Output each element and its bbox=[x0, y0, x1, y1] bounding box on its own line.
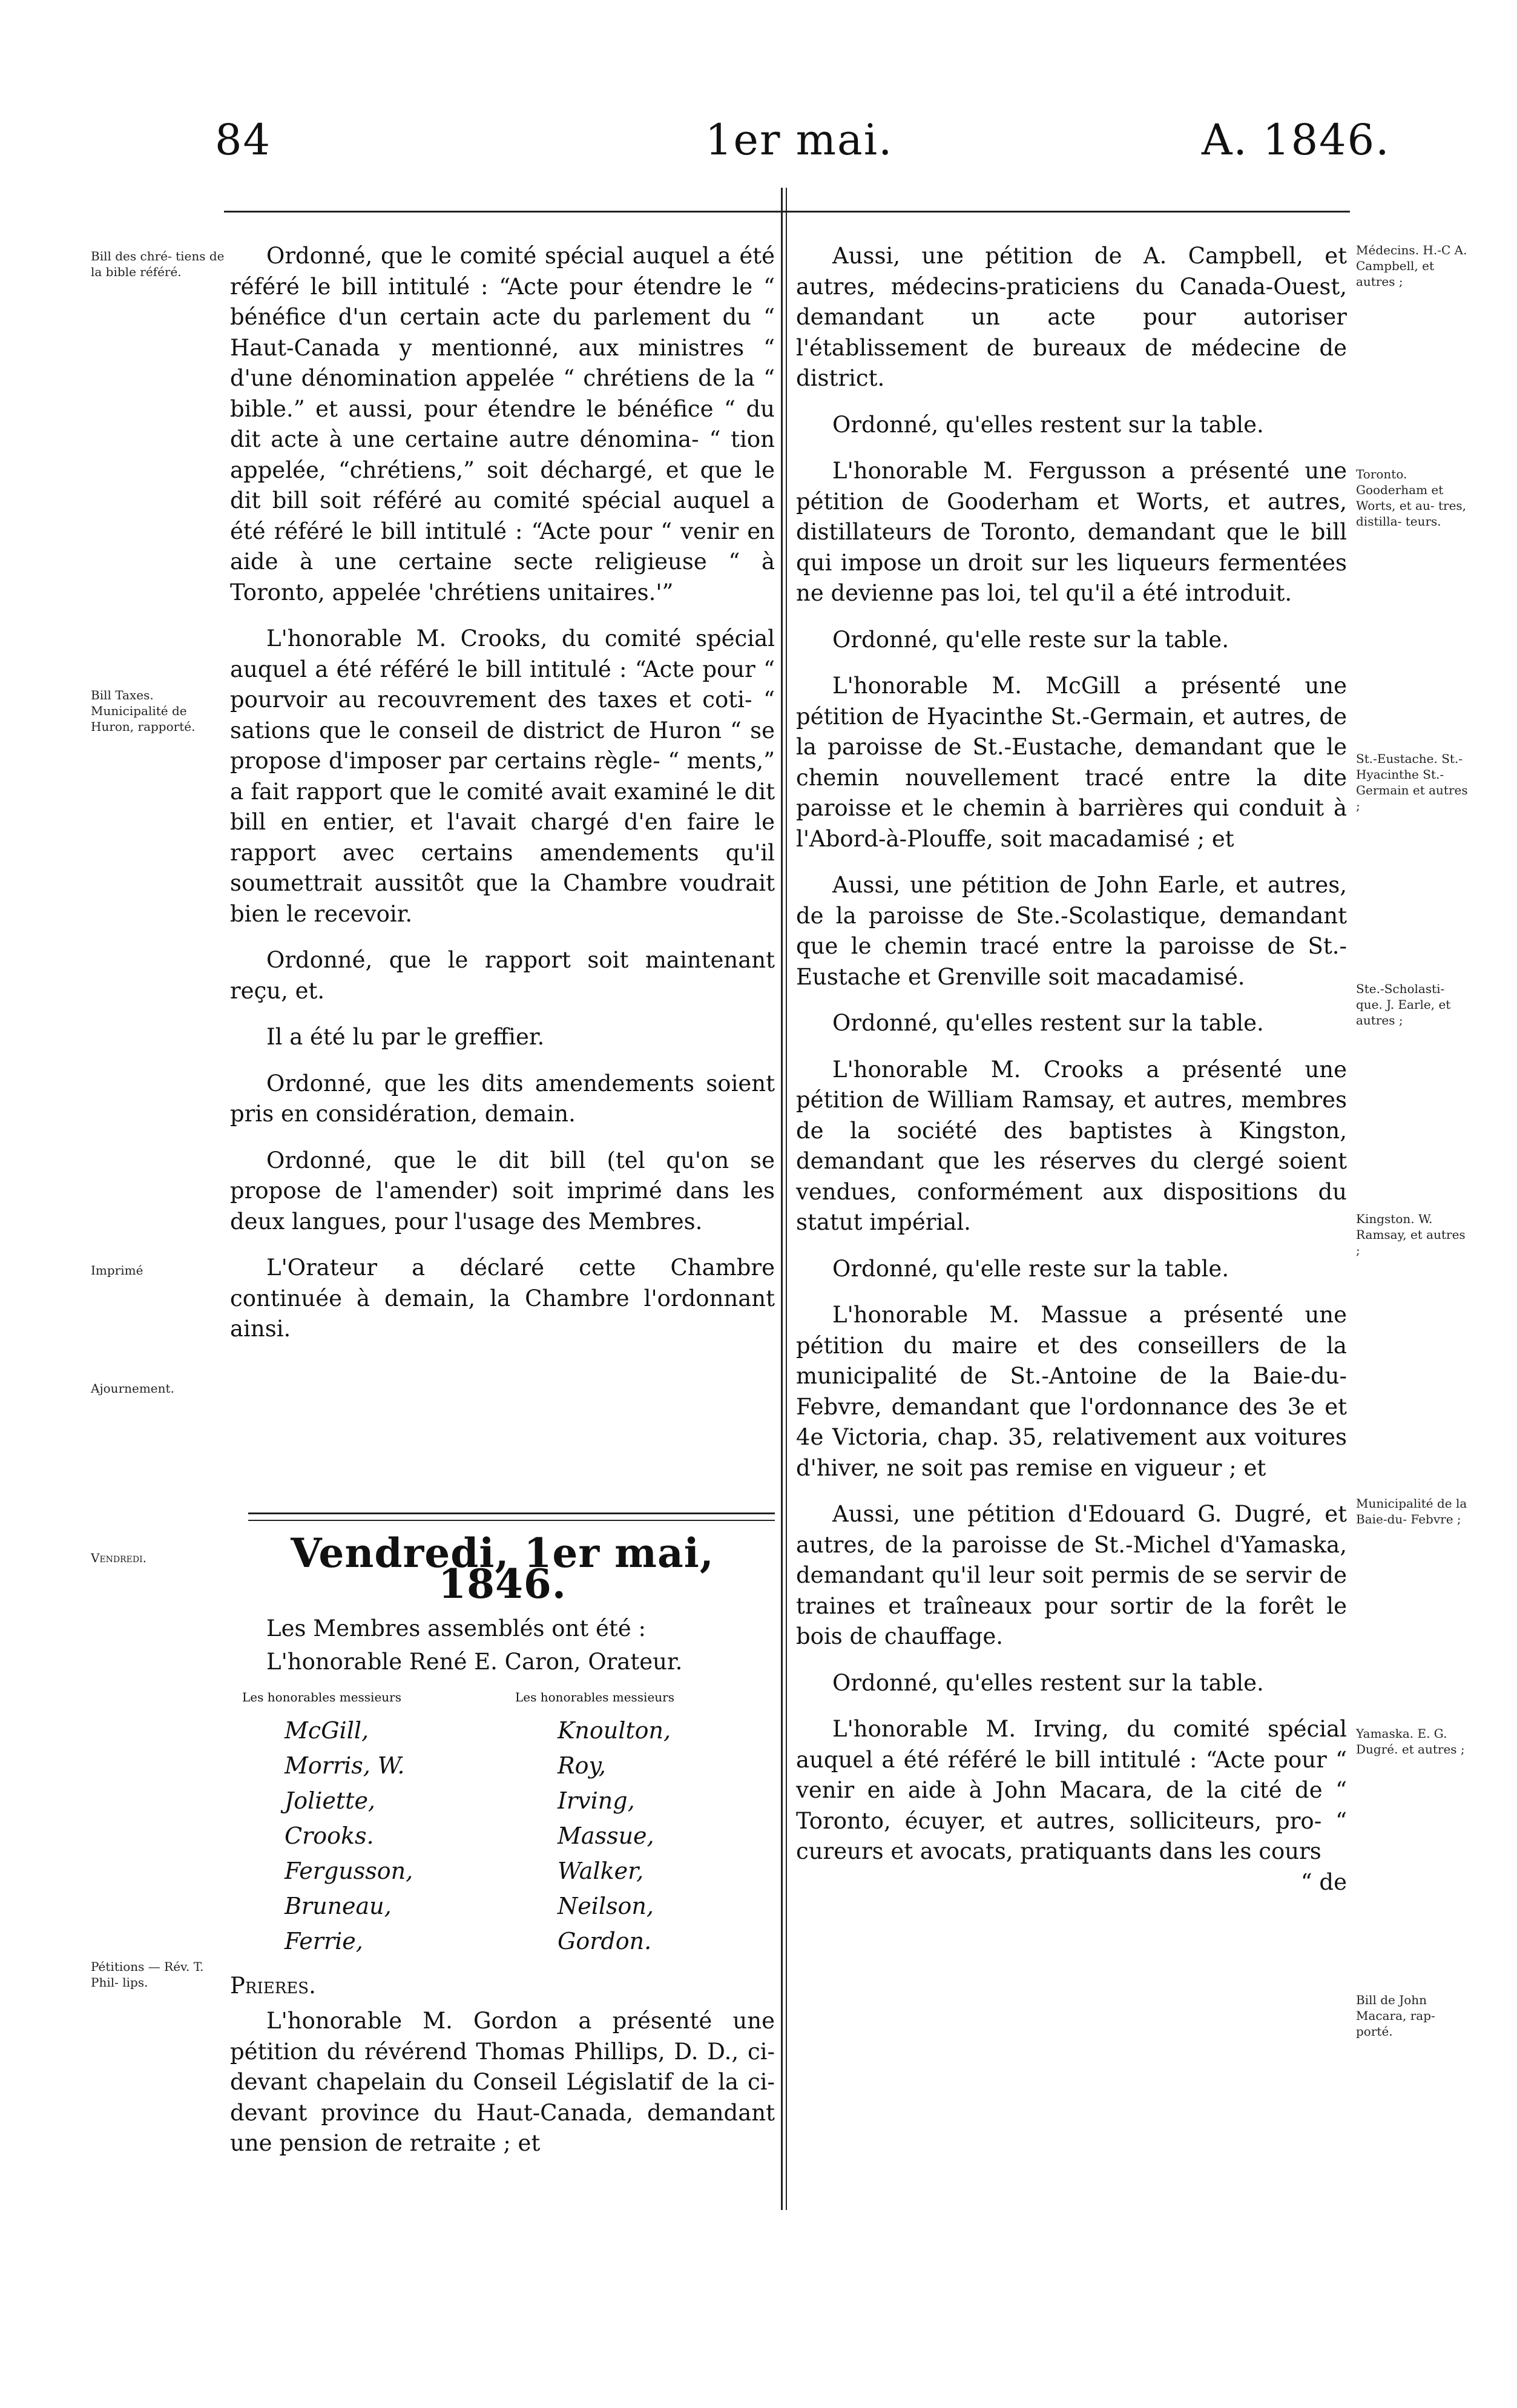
paragraph: L'honorable M. Fergusson a présenté une pétition de Gooderham et Worts, et autres, distillateurs de Toronto, demandant que le bill qui impose un droit sur les liqueurs fermentées ne devienne pas loi, tel qu'il a été introduit. bbox=[796, 458, 1347, 606]
paragraph: Ordonné, que le rapport soit maintenant reçu, et. bbox=[230, 947, 775, 1004]
left-column bbox=[230, 241, 775, 1361]
members-list bbox=[230, 1682, 775, 1959]
members-list-header: Les honorables messieurs bbox=[242, 1690, 401, 1704]
paragraph: Ordonné, que le comité spécial auquel a été référé le bill intitulé : “Acte pour étendre le “ bénéfice d'un certain acte du parlement du “ Haut-Canada y mentionné, aux ministres “ d'une dénomination appelée “ chrétiens de la “ bible.” et aussi, pour étendre le bénéfice “ du dit acte à une certaine autre dénomina- “ tion appelée, “chrétiens,” soit déchargé, et que le dit bill soit référé au comité spécial auquel a été référé le bill intitulé : “Acte pour “ venir en aide à une certaine secte religieuse “ à Toronto, appelée 'chrétiens unitaires.'” bbox=[230, 243, 775, 605]
page-date: 1er mai. bbox=[705, 115, 893, 165]
margin-note-ste-scholastique: Ste.-Scholasti- que. J. Earle, et autres ; bbox=[1356, 981, 1451, 1028]
members-assembled: Les Membres assemblés ont été : bbox=[266, 1615, 646, 1641]
paragraph: Ordonné, qu'elles restent sur la table. bbox=[832, 1010, 1264, 1036]
member-name: Walker, bbox=[558, 1857, 644, 1884]
paragraph: L'honorable M. Crooks a présenté une pétition de William Ramsay, et autres, membres de la société des baptistes à Kingston, demandant que les réserves du clergé soient vendues, conformément aux dispositions du statut impérial. bbox=[796, 1056, 1347, 1235]
margin-note-kingston: Kingston. W. Ramsay, et autres ; bbox=[1356, 1212, 1466, 1258]
paragraph: Ordonné, qu'elle reste sur la table. bbox=[832, 626, 1229, 653]
margin-note-macara: Bill de John Macara, rap- porté. bbox=[1356, 1993, 1435, 2039]
paragraph: Ordonné, que le dit bill (tel qu'on se propose de l'amender) soit imprimé dans les deux langues, pour l'usage des Membres. bbox=[230, 1147, 775, 1235]
member-name: Irving, bbox=[558, 1787, 635, 1814]
margin-note-vendredi: Vendredi. bbox=[91, 1551, 147, 1565]
paragraph: Ordonné, qu'elles restent sur la table. bbox=[832, 411, 1264, 438]
member-name: Crooks. bbox=[285, 1822, 374, 1849]
member-name: Gordon. bbox=[558, 1927, 652, 1954]
margin-note-municipalite: Municipalité de la Baie-du- Febvre ; bbox=[1356, 1496, 1467, 1526]
paragraph: Aussi, une pétition d'Edouard G. Dugré, et autres, de la paroisse de St.-Michel d'Yamaska, demandant qu'il leur soit permis de se servir de traines et traîneaux pour sortir de la forêt le bois de chauffage. bbox=[796, 1501, 1347, 1649]
right-column bbox=[796, 241, 1347, 1913]
paragraph: Il a été lu par le greffier. bbox=[266, 1024, 545, 1050]
member-name: Bruneau, bbox=[285, 1892, 392, 1919]
paragraph: L'honorable M. Gordon a présenté une pétition du révérend Thomas Phillips, D. D., ci-devant chapelain du Conseil Législatif de la ci-devant province du Haut-Canada, demandant une pension de retraite ; et bbox=[230, 2008, 775, 2156]
paragraph: L'honorable M. Crooks, du comité spécial auquel a été référé le bill intitulé : “Acte pour “ pourvoir au recouvrement des taxes et coti- “ sations que le conseil de district de Huron “ se propose d'imposer par certains règle- “ ments,” a fait rapport que le comité avait examiné le dit bill en entier, et l'avait chargé d'en faire le rapport avec certains amendements qu'il soumettrait aussitôt que la Chambre voudrait bien le recevoir. bbox=[230, 625, 775, 927]
speaker-line: L'honorable René E. Caron, Orateur. bbox=[266, 1648, 683, 1675]
header-rule bbox=[224, 211, 1350, 213]
member-name: Joliette, bbox=[285, 1787, 376, 1814]
margin-note-medecins: Médecins. H.-C A. Campbell, et autres ; bbox=[1356, 243, 1467, 289]
sitting-section bbox=[230, 1529, 775, 2175]
margin-note-imprime: Imprimé bbox=[91, 1263, 143, 1278]
member-name: Neilson, bbox=[558, 1892, 654, 1919]
paragraph: Ordonné, qu'elle reste sur la table. bbox=[832, 1255, 1229, 1282]
margin-note-petitions: Pétitions — Rév. T. Phil- lips. bbox=[91, 1959, 204, 1990]
catchword: “ de bbox=[1300, 1869, 1347, 1895]
column-divider-right bbox=[786, 188, 787, 2210]
sitting-heading: Vendredi, 1er mai, 1846. bbox=[291, 1529, 714, 1608]
margin-note-toronto: Toronto. Gooderham et Worts, et au- tres, distilla- teurs. bbox=[1356, 467, 1467, 529]
margin-note-bible-bill: Bill des chré- tiens de la bible référé. bbox=[91, 249, 225, 279]
members-list-header: Les honorables messieurs bbox=[515, 1690, 674, 1704]
paragraph: Aussi, une pétition de John Earle, et autres, de la paroisse de Ste.-Scolastique, demandant que le chemin tracé entre la paroisse de St.-Eustache et Grenville soit macadamisé. bbox=[796, 872, 1347, 990]
member-name: Knoulton, bbox=[558, 1717, 671, 1744]
section-rule-top bbox=[248, 1512, 775, 1514]
prayers-heading: Prieres. bbox=[230, 1972, 316, 1999]
paragraph: L'honorable M. McGill a présenté une pétition de Hyacinthe St.-Germain, et autres, de la paroisse de St.-Eustache, demandant que le chemin nouvellement tracé entre la dite paroisse et le chemin à barrières qui conduit à l'Abord-à-Plouffe, soit macadamisé ; et bbox=[796, 673, 1347, 852]
member-name: Ferrie, bbox=[285, 1927, 363, 1954]
paragraph: Ordonné, qu'elles restent sur la table. bbox=[832, 1669, 1264, 1696]
member-name: Massue, bbox=[558, 1822, 654, 1849]
column-divider-left bbox=[781, 188, 783, 2210]
member-name: McGill, bbox=[285, 1717, 369, 1744]
section-rule-bottom bbox=[248, 1520, 775, 1521]
page-year: A. 1846. bbox=[1202, 115, 1390, 165]
margin-note-huron-taxes: Bill Taxes. Municipalité de Huron, rapporté. bbox=[91, 688, 196, 734]
paragraph: Ordonné, que les dits amendements soient pris en considération, demain. bbox=[230, 1070, 775, 1127]
paragraph: L'honorable M. Irving, du comité spécial auquel a été référé le bill intitulé : “Acte pour “ venir en aide à John Macara, de la cité de “ Toronto, écuyer, et autres, solliciteurs, pro- “ cureurs et avocats, pratiquants dans les cours bbox=[796, 1716, 1347, 1864]
margin-note-yamaska: Yamaska. E. G. Dugré. et autres ; bbox=[1356, 1726, 1465, 1757]
members-list-right bbox=[515, 1682, 739, 1959]
member-name: Morris, W. bbox=[285, 1752, 405, 1779]
paragraph: L'honorable M. Massue a présenté une pétition du maire et des conseillers de la municipalité de St.-Antoine de la Baie-du-Febvre, demandant que l'ordonnance des 3e et 4e Victoria, chap. 35, relativement aux voitures d'hiver, ne soit pas remise en vigueur ; et bbox=[796, 1302, 1347, 1481]
member-name: Roy, bbox=[558, 1752, 606, 1779]
paragraph: L'Orateur a déclaré cette Chambre continuée à demain, la Chambre l'ordonnant ainsi. bbox=[230, 1255, 775, 1342]
members-list-left bbox=[242, 1682, 466, 1959]
margin-note-ajournement: Ajournement. bbox=[91, 1381, 174, 1396]
page-number: 84 bbox=[215, 115, 272, 165]
paragraph: Aussi, une pétition de A. Campbell, et autres, médecins-praticiens du Canada-Ouest, demandant un acte pour autoriser l'établissement de bureaux de médecine de district. bbox=[796, 243, 1347, 391]
member-name: Fergusson, bbox=[285, 1857, 413, 1884]
margin-note-st-eustache: St.-Eustache. St.-Hyacinthe St.-Germain et autres ; bbox=[1356, 751, 1468, 813]
